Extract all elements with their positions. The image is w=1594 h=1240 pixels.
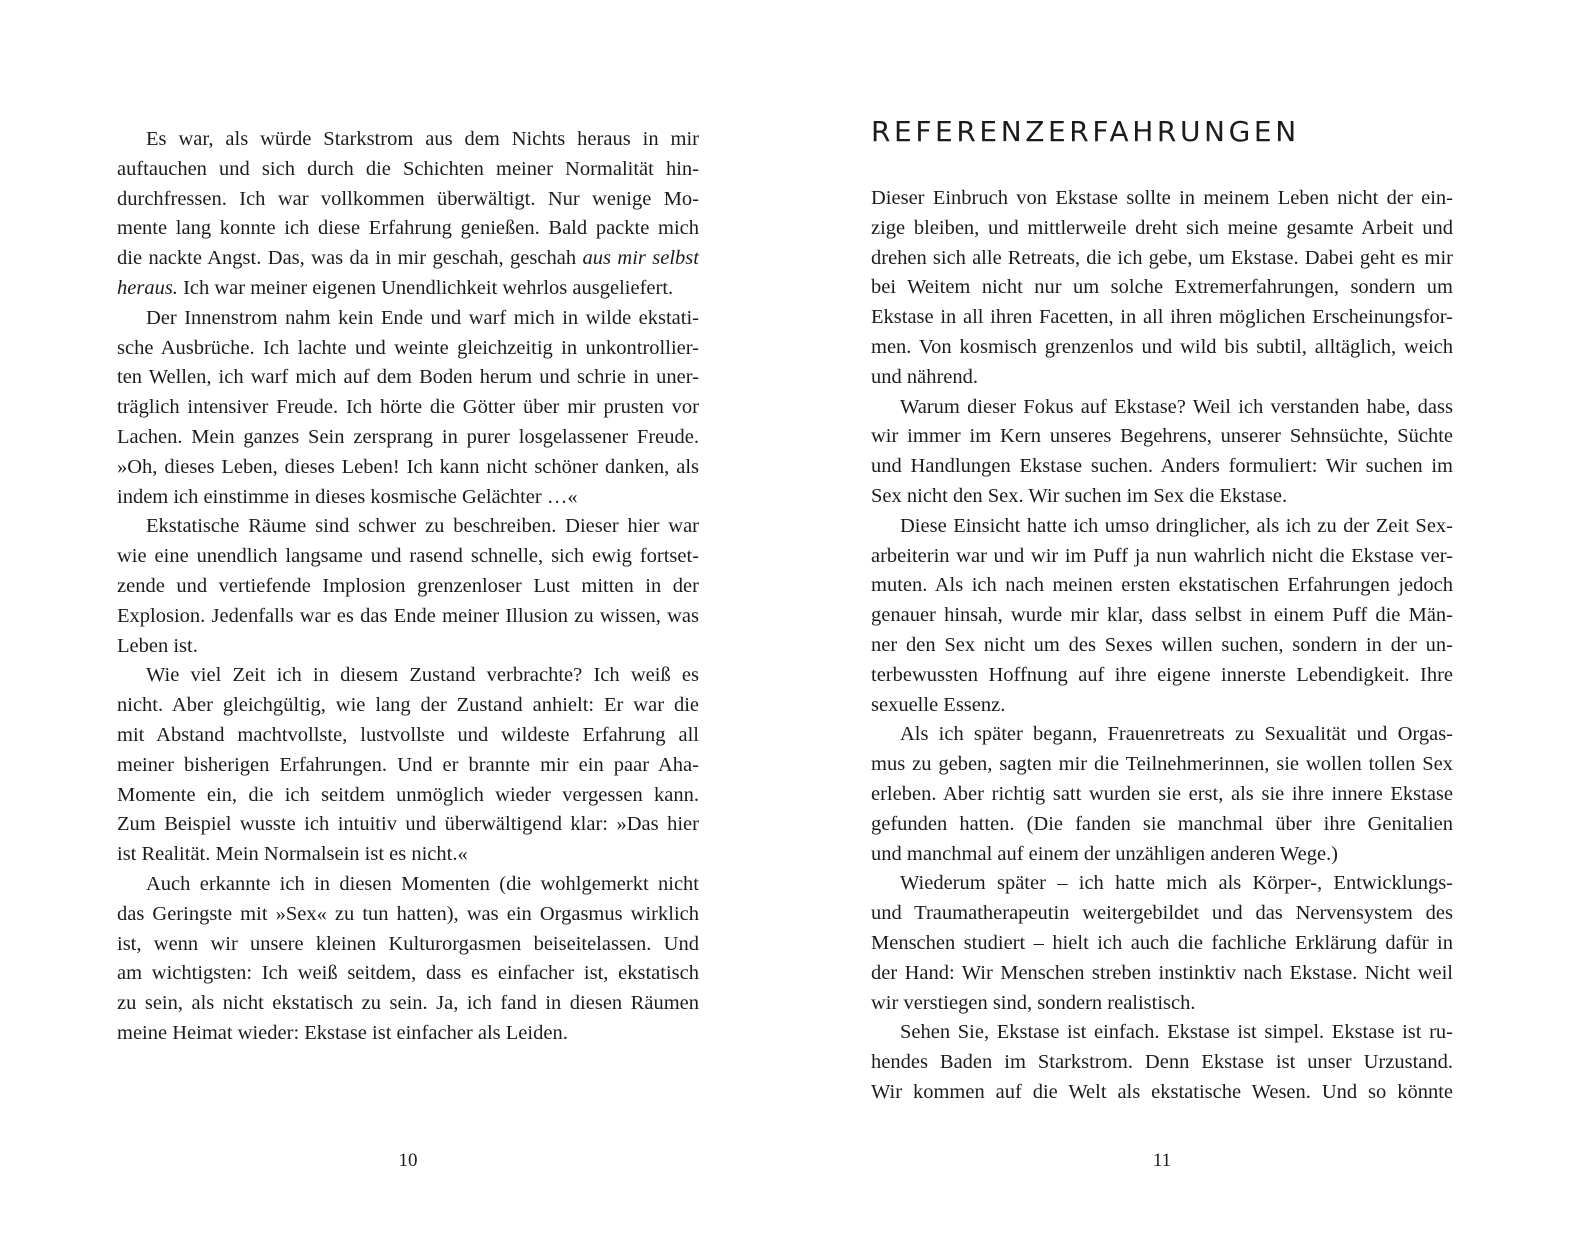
line-text: Ekstase in all ihren Facetten, in all ihren möglichen Erscheinungsfor-	[871, 306, 1453, 329]
line-text: mente lang konnte ich diese Erfahrung genießen. Bald packte mich	[117, 217, 699, 240]
text-line	[117, 363, 699, 393]
line-text: ner den Sex nicht um des Sexes willen suchen, sondern in der un-	[871, 633, 1453, 656]
text-line	[871, 1078, 1453, 1108]
line-text: Sehen Sie, Ekstase ist einfach. Ekstase ist simpel. Ekstase ist ru-	[900, 1021, 1453, 1044]
text-line	[117, 691, 699, 721]
text-line	[117, 870, 699, 900]
text-line	[871, 1018, 1453, 1048]
text-line	[871, 929, 1453, 959]
line-text: mus zu geben, sagten mir die Teilnehmerinnen, sie wollen tollen Sex	[871, 753, 1453, 776]
line-text: Explosion. Jedenfalls war es das Ende meiner Illusion zu wissen, was	[117, 604, 699, 627]
line-text: muten. Als ich nach meinen ersten ekstatischen Erfahrungen jedoch	[871, 574, 1453, 597]
text-line	[117, 423, 699, 453]
text-line	[871, 691, 1453, 721]
text-line	[871, 512, 1453, 542]
line-text: sche Ausbrüche. Ich lachte und weinte gleichzeitig in unkontrollier-	[117, 336, 699, 359]
line-text: Leben ist.	[117, 634, 198, 657]
line-text: Ekstatische Räume sind schwer zu beschreiben. Dieser hier war	[146, 515, 699, 538]
text-line	[871, 1048, 1453, 1078]
text-line	[871, 542, 1453, 572]
text-line	[871, 184, 1453, 214]
line-text: indem ich einstimme in dieses kosmische Gelächter …«	[117, 485, 578, 508]
line-text: bei Weitem nicht nur um solche Extremerfahrungen, sondern um	[871, 276, 1453, 299]
text-line	[871, 393, 1453, 423]
line-text: das Geringste mit »Sex« zu tun hatten), was ein Orgasmus wirklich	[117, 902, 699, 925]
line-text: Lachen. Mein ganzes Sein zersprang in purer losgelassener Freude.	[117, 425, 699, 448]
line-text: zu sein, als nicht ekstatisch zu sein. Ja, ich fand in diesen Räumen	[117, 992, 699, 1015]
text-line	[117, 781, 699, 811]
text-line	[117, 274, 699, 304]
line-text: genauer hinsah, wurde mir klar, dass selbst in einem Puff die Män-	[871, 604, 1453, 627]
text-line	[871, 780, 1453, 810]
text-line	[871, 333, 1453, 363]
line-text: Wie viel Zeit ich in diesem Zustand verbrachte? Ich weiß es	[146, 664, 699, 687]
line-text: träglich intensiver Freude. Ich hörte die Götter über mir prusten vor	[117, 396, 699, 419]
line-text: drehen sich alle Retreats, die ich gebe, um Ekstase. Dabei geht es mir	[871, 246, 1453, 269]
right-page-number: 11	[1152, 1150, 1172, 1171]
line-text: nicht. Aber gleichgültig, wie lang der Zustand anhielt: Er war die	[117, 694, 699, 717]
left-page-number: 10	[398, 1150, 418, 1171]
italic-text: heraus.	[117, 276, 178, 299]
text-line	[117, 930, 699, 960]
line-text: Sex nicht den Sex. Wir suchen im Sex die Ekstase.	[871, 484, 1288, 507]
text-line	[117, 185, 699, 215]
text-line	[117, 959, 699, 989]
line-text: Wir kommen auf die Welt als ekstatische Wesen. Und so könnte	[871, 1080, 1453, 1103]
line-text: ist Realität. Mein Normalsein ist es nicht.«	[117, 843, 468, 866]
line-text: Warum dieser Fokus auf Ekstase? Weil ich verstanden habe, dass	[900, 395, 1453, 418]
line-text: Dieser Einbruch von Ekstase sollte in meinem Leben nicht der ein-	[871, 187, 1453, 209]
right-page-body	[871, 184, 1453, 1108]
text-line	[117, 125, 699, 155]
line-text: wir verstiegen sind, sondern realistisch.	[871, 991, 1196, 1014]
line-text: und manchmal auf einem der unzähligen anderen Wege.)	[871, 842, 1338, 865]
line-text: Zum Beispiel wusste ich intuitiv und überwältigend klar: »Das hier	[117, 813, 699, 836]
line-text: und Traumatherapeutin weitergebildet und das Nervensystem des	[871, 902, 1453, 925]
text-line	[871, 452, 1453, 482]
text-line	[117, 334, 699, 364]
text-line	[871, 571, 1453, 601]
text-line	[117, 602, 699, 632]
text-line	[871, 214, 1453, 244]
right-page	[797, 0, 1594, 1240]
text-line	[117, 572, 699, 602]
text-line	[871, 303, 1453, 333]
text-line	[871, 601, 1453, 631]
line-text: Momente ein, die ich seitdem unmöglich wieder vergessen kann.	[117, 783, 699, 806]
line-text: terbewussten Hoffnung auf ihre eigene innerste Lebendigkeit. Ihre	[871, 663, 1453, 686]
line-text: ten Wellen, ich warf mich auf dem Boden herum und schrie in uner-	[117, 366, 699, 389]
line-text: zende und vertiefende Implosion grenzenloser Lust mitten in der	[117, 574, 699, 597]
text-line	[871, 244, 1453, 274]
text-line	[871, 869, 1453, 899]
text-line	[117, 721, 699, 751]
text-line	[117, 244, 699, 274]
line-text: auftauchen und sich durch die Schichten meiner Normalität hin-	[117, 157, 699, 180]
line-text: mit Abstand machtvollste, lustvollste und wildeste Erfahrung all	[117, 723, 699, 746]
text-line	[117, 989, 699, 1019]
line-text: und Handlungen Ekstase suchen. Anders formuliert: Wir suchen im	[871, 455, 1453, 478]
line-text: »Oh, dieses Leben, dieses Leben! Ich kann nicht schöner danken, als	[117, 455, 699, 478]
line-text: Als ich später begann, Frauenretreats zu Sexualität und Orgas-	[900, 723, 1453, 746]
line-text: Menschen studiert – hielt ich auch die fachliche Erklärung dafür in	[871, 931, 1453, 954]
line-text: meiner bisherigen Erfahrungen. Und er brannte mir ein paar Aha-	[117, 753, 699, 776]
line-text: Ich war meiner eigenen Unendlichkeit wehrlos ausgeliefert.	[177, 276, 674, 299]
text-line	[871, 422, 1453, 452]
text-line	[871, 273, 1453, 303]
line-text: wir immer im Kern unseres Begehrens, unserer Sehnsüchte, Süchte	[871, 425, 1453, 448]
text-line	[117, 810, 699, 840]
text-line	[117, 393, 699, 423]
text-line	[871, 750, 1453, 780]
line-text: und nährend.	[871, 365, 979, 388]
line-text: meine Heimat wieder: Ekstase ist einfacher als Leiden.	[117, 1021, 568, 1044]
line-text: der Hand: Wir Menschen streben instinktiv nach Ekstase. Nicht weil	[871, 961, 1453, 984]
text-line	[871, 720, 1453, 750]
text-line	[117, 661, 699, 691]
line-text: gefunden hatten. (Die fanden sie manchmal über ihre Genitalien	[871, 812, 1453, 835]
text-line	[117, 214, 699, 244]
text-line	[117, 542, 699, 572]
line-text: erleben. Aber richtig satt wurden sie erst, als sie ihre innere Ekstase	[871, 782, 1453, 805]
line-text: Diese Einsicht hatte ich umso dringlicher, als ich zu der Zeit Sex-	[900, 514, 1453, 537]
text-line	[871, 959, 1453, 989]
text-line	[117, 483, 699, 513]
text-line	[117, 632, 699, 662]
text-line	[117, 304, 699, 334]
line-text: Wiederum später – ich hatte mich als Körper-, Entwicklungs-	[900, 872, 1453, 895]
line-text: wie eine unendlich langsame und rasend schnelle, sich ewig fortset-	[117, 545, 699, 568]
text-line	[117, 453, 699, 483]
italic-text: aus mir selbst	[582, 247, 699, 270]
line-text: Der Innenstrom nahm kein Ende und warf mich in wilde ekstati-	[146, 306, 699, 329]
left-page-body	[117, 125, 699, 1049]
text-line	[871, 840, 1453, 870]
text-line	[871, 363, 1453, 393]
line-text: am wichtigsten: Ich weiß seitdem, dass es einfacher ist, ekstatisch	[117, 962, 699, 985]
line-text: Auch erkannte ich in diesen Momenten (die wohlgemerkt nicht	[146, 872, 699, 895]
line-text: zige bleiben, und mittlerweile dreht sich meine gesamte Arbeit und	[871, 216, 1453, 239]
text-line	[117, 751, 699, 781]
text-line	[871, 899, 1453, 929]
text-line	[871, 631, 1453, 661]
text-line	[871, 661, 1453, 691]
text-line	[117, 840, 699, 870]
line-text: sexuelle Essenz.	[871, 693, 1006, 716]
line-text: ist, wenn wir unsere kleinen Kulturorgasmen beiseitelassen. Und	[117, 932, 699, 955]
text-line	[117, 900, 699, 930]
text-line	[871, 810, 1453, 840]
line-text: Es war, als würde Starkstrom aus dem Nichts heraus in mir	[146, 128, 699, 150]
line-text: die nackte Angst. Das, was da in mir geschah, geschah	[117, 247, 583, 270]
chapter-heading: REFERENZERFAHRUNGEN	[871, 115, 1300, 148]
line-text: durchfressen. Ich war vollkommen überwältigt. Nur wenige Mo-	[117, 187, 699, 210]
line-text: arbeiterin war und wir im Puff ja nun wahrlich nicht die Ekstase ver-	[871, 544, 1453, 567]
text-line	[117, 1019, 699, 1049]
text-line	[871, 989, 1453, 1019]
line-text: hendes Baden im Starkstrom. Denn Ekstase ist unser Urzustand.	[871, 1051, 1453, 1074]
text-line	[117, 512, 699, 542]
text-line	[117, 155, 699, 185]
line-text: men. Von kosmisch grenzenlos und wild bis subtil, alltäglich, weich	[871, 335, 1453, 358]
text-line	[871, 482, 1453, 512]
